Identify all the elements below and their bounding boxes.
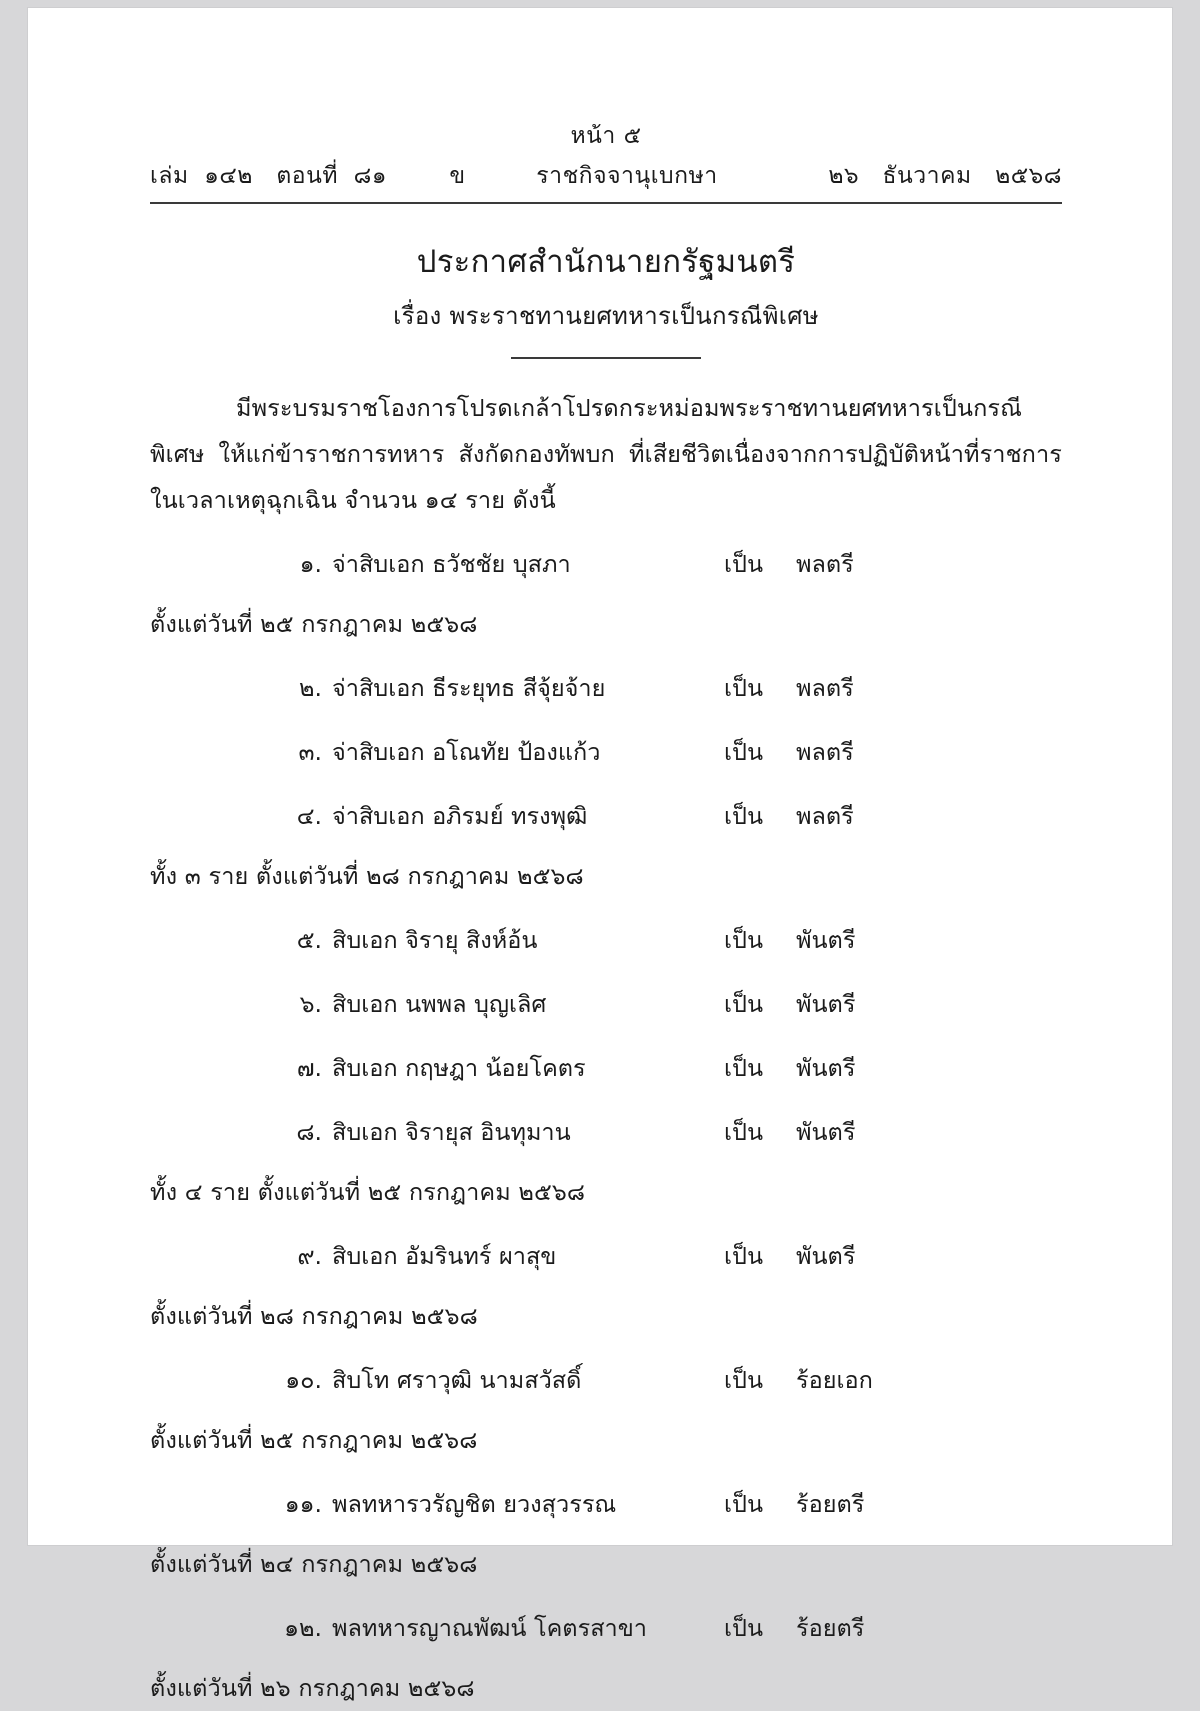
entry-rank: พลตรี: [796, 550, 854, 578]
effective-date: ตั้งแต่วันที่ ๒๘ กรกฎาคม ๒๕๖๘: [150, 1302, 478, 1330]
entry-rank: พันตรี: [796, 1118, 856, 1146]
entry-name: สิบโท ศราวุฒิ นามสวัสดิ์: [332, 1366, 582, 1394]
entry-conjunction: เป็น: [724, 802, 764, 830]
entry-number: ๕.: [296, 926, 322, 954]
entry-conjunction: เป็น: [724, 926, 764, 954]
entry-rank: พลตรี: [796, 802, 854, 830]
entry-name: พลทหารวรัญชิต ยวงสุวรรณ: [332, 1490, 617, 1518]
entry-number: ๓.: [298, 738, 322, 766]
entry-rank: ร้อยตรี: [796, 1490, 865, 1518]
entry-conjunction: เป็น: [724, 1242, 764, 1270]
list-item: [150, 917, 1062, 963]
entry-name: จ่าสิบเอก อภิรมย์ ทรงพุฒิ: [332, 802, 588, 830]
effective-date: ตั้งแต่วันที่ ๒๕ กรกฎาคม ๒๕๖๘: [150, 1426, 478, 1454]
page-title: ประกาศสำนักนายกรัฐมนตรี: [416, 244, 796, 280]
entry-name: จ่าสิบเอก อโณทัย ป้องแก้ว: [332, 738, 601, 766]
entry-conjunction: เป็น: [724, 1366, 764, 1394]
entry-number: ๘.: [296, 1118, 322, 1146]
list-item: [150, 729, 1062, 775]
entry-name: จ่าสิบเอก ธวัชชัย บุสภา: [332, 550, 571, 578]
entry-conjunction: เป็น: [724, 1054, 764, 1082]
list-item: [150, 1605, 1062, 1651]
list-item: [150, 1045, 1062, 1091]
entry-name: สิบเอก จิรายุส อินทุมาน: [332, 1118, 571, 1146]
gazette-header: [150, 158, 1062, 204]
effective-date: ตั้งแต่วันที่ ๒๖ กรกฎาคม ๒๕๖๘: [150, 1674, 475, 1702]
entry-conjunction: เป็น: [724, 1490, 764, 1518]
entry-rank: ร้อยตรี: [796, 1614, 865, 1642]
entry-number: ๗.: [296, 1054, 322, 1082]
list-item: [150, 1233, 1062, 1279]
entry-conjunction: เป็น: [724, 738, 764, 766]
entry-name: จ่าสิบเอก ธีระยุทธ สีจุ้ยจ้าย: [332, 674, 606, 702]
entry-name: สิบเอก จิรายุ สิงห์อ้น: [332, 926, 538, 954]
entry-name: พลทหารญาณพัฒน์ โคตรสาขา: [332, 1614, 647, 1642]
title-divider: [511, 357, 701, 359]
entry-rank: พลตรี: [796, 674, 854, 702]
entry-rank: พันตรี: [796, 1054, 856, 1082]
entry-number: ๖.: [299, 990, 322, 1018]
intro-paragraph: มีพระบรมราชโองการโปรดเกล้าโปรดกระหม่อมพระราชทานยศทหารเป็นกรณีพิเศษ ให้แก่ข้าราชการทหาร สังกัดกองทัพบก ที่เสียชีวิตเนื่องจากการปฏิบัติหน้าที่ราชการในเวลาเหตุฉุกเฉิน จำนวน ๑๔ ราย ดังนี้: [150, 394, 1062, 514]
entry-conjunction: เป็น: [724, 1118, 764, 1146]
document-page: [28, 8, 1172, 1702]
entry-rank: พันตรี: [796, 1242, 856, 1270]
entry-number: ๑๐.: [285, 1366, 322, 1394]
page-subtitle: เรื่อง พระราชทานยศทหารเป็นกรณีพิเศษ: [393, 302, 819, 330]
entry-conjunction: เป็น: [724, 990, 764, 1018]
entry-number: ๑๒.: [284, 1614, 322, 1642]
entry-number: ๙.: [297, 1242, 322, 1270]
header-volume-part: เล่ม ๑๔๒ ตอนที่ ๘๑ ข: [150, 163, 466, 189]
list-item: [150, 541, 1062, 587]
entry-number: ๑.: [299, 550, 322, 578]
entry-conjunction: เป็น: [724, 674, 764, 702]
entry-number: ๒.: [299, 674, 322, 702]
page-content: [150, 118, 1062, 1711]
effective-date: ตั้งแต่วันที่ ๒๔ กรกฎาคม ๒๕๖๘: [150, 1550, 478, 1578]
page-number: หน้า ๕: [570, 123, 642, 149]
list-item: [150, 665, 1062, 711]
effective-date: ทั้ง ๓ ราย ตั้งแต่วันที่ ๒๘ กรกฎาคม ๒๕๖๘: [150, 862, 584, 890]
entry-conjunction: เป็น: [724, 1614, 764, 1642]
entry-number: ๔.: [296, 802, 322, 830]
header-publication-name: ราชกิจจานุเบกษา: [536, 163, 718, 189]
entry-rank: พันตรี: [796, 990, 856, 1018]
entry-conjunction: เป็น: [724, 550, 764, 578]
header-date: ๒๖ ธันวาคม ๒๕๖๘: [828, 163, 1062, 189]
entry-rank: พันตรี: [796, 926, 856, 954]
list-item: [150, 981, 1062, 1027]
entry-rank: พลตรี: [796, 738, 854, 766]
list-item: [150, 793, 1062, 839]
list-item: [150, 1481, 1062, 1527]
effective-date: ตั้งแต่วันที่ ๒๕ กรกฎาคม ๒๕๖๘: [150, 610, 478, 638]
entry-name: สิบเอก นพพล บุญเลิศ: [332, 990, 547, 1018]
effective-date: ทั้ง ๔ ราย ตั้งแต่วันที่ ๒๕ กรกฎาคม ๒๕๖๘: [150, 1178, 586, 1206]
entry-rank: ร้อยเอก: [796, 1366, 873, 1394]
entry-name: สิบเอก กฤษฎา น้อยโคตร: [332, 1054, 586, 1082]
list-item: [150, 1357, 1062, 1403]
entry-number: ๑๑.: [284, 1490, 322, 1518]
entry-name: สิบเอก อัมรินทร์ ผาสุข: [332, 1242, 557, 1270]
list-item: [150, 1109, 1062, 1155]
